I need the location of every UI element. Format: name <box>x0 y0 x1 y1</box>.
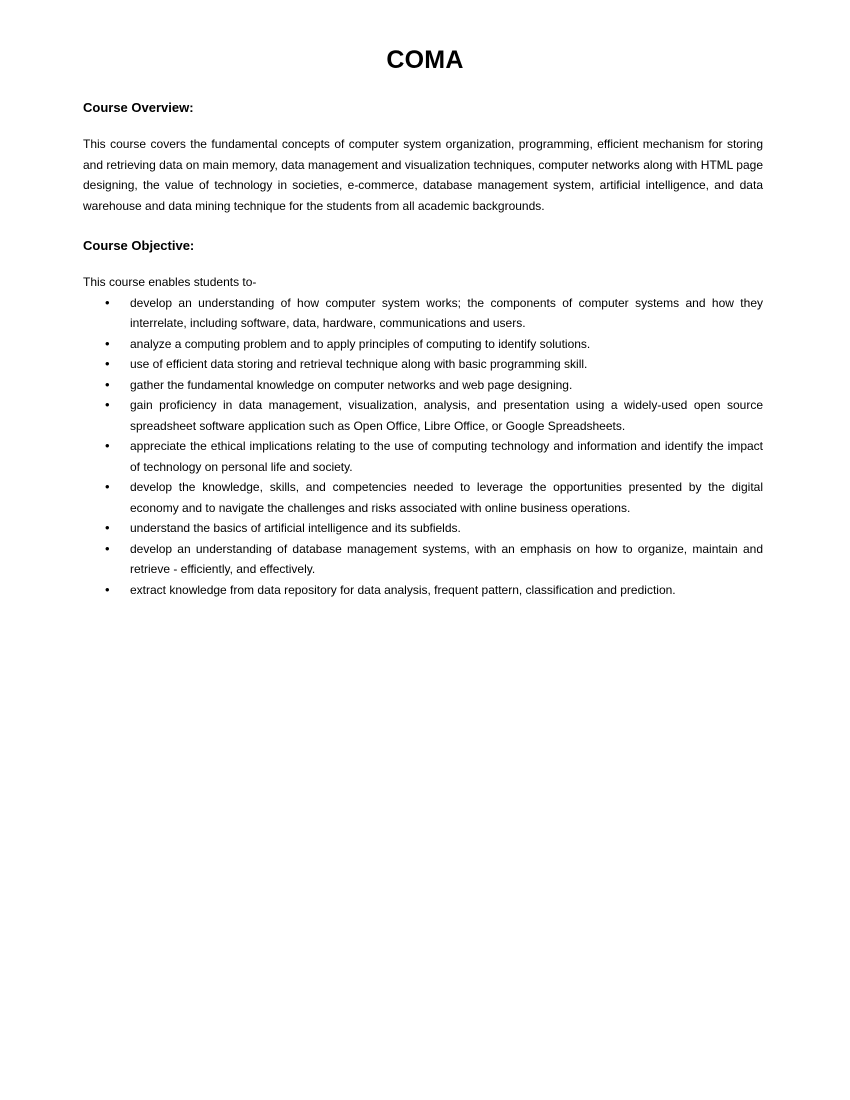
list-item <box>83 375 763 396</box>
list-item-text: analyze a computing problem and to apply principles of computing to identify solutions. <box>130 336 591 351</box>
list-item <box>83 518 763 539</box>
list-item-text: develop an understanding of database management systems, with an emphasis on how to organize, maintain and retrieve - efficiently, and effectively. <box>130 541 763 576</box>
list-item <box>83 354 763 375</box>
list-item <box>83 580 763 601</box>
course-objective-intro: This course enables students to- <box>83 275 257 289</box>
list-item-text: develop an understanding of how computer system works; the components of computer systems and how they interrelate, including software, data, hardware, communications and users. <box>130 295 763 330</box>
list-item <box>83 334 763 355</box>
list-item-text: gain proficiency in data management, visualization, analysis, and presentation using a widely-used open source spreadsheet software application such as Open Office, Libre Office, or Google Spreadsheets. <box>130 398 763 433</box>
bullet-icon: • <box>105 397 110 412</box>
bullet-icon: • <box>105 335 110 351</box>
list-item-text: use of efficient data storing and retrieval technique along with basic programming skill. <box>130 357 588 371</box>
bullet-icon: • <box>105 520 110 535</box>
bullet-icon: • <box>105 540 110 556</box>
bullet-icon: • <box>105 294 110 310</box>
list-item <box>83 477 763 518</box>
course-objective-heading: Course Objective: <box>83 238 195 253</box>
list-item <box>83 293 763 334</box>
bullet-icon: • <box>105 438 110 453</box>
document-title: COMA <box>386 46 464 74</box>
list-item <box>83 436 763 477</box>
bullet-icon: • <box>105 356 110 371</box>
list-item <box>83 395 763 436</box>
document-body <box>83 98 763 600</box>
list-item <box>83 539 763 580</box>
objective-list <box>83 293 763 601</box>
list-item-text: appreciate the ethical implications relating to the use of computing technology and information and identify the impact of technology on personal life and society. <box>130 439 763 474</box>
bullet-icon: • <box>105 581 110 597</box>
list-item-text: extract knowledge from data repository for data analysis, frequent pattern, classification and prediction. <box>130 582 676 597</box>
list-item-text: gather the fundamental knowledge on computer networks and web page designing. <box>130 377 573 392</box>
bullet-icon: • <box>105 479 110 494</box>
list-item-text: develop the knowledge, skills, and competencies needed to leverage the opportunities presented by the digital economy and to navigate the challenges and risks associated with online business operations. <box>130 480 763 515</box>
bullet-icon: • <box>105 376 110 392</box>
course-overview-heading: Course Overview: <box>83 100 194 115</box>
course-overview-paragraph: This course covers the fundamental concepts of computer system organization, programming, efficient mechanism for storing and retrieving data on main memory, data management and visualization techniques, computer networks along with HTML page designing, the value of technology in societies, e-commerce, database management system, artificial intelligence, and data warehouse and data mining technique for the students from all academic backgrounds. <box>83 137 763 213</box>
list-item-text: understand the basics of artificial intelligence and its subfields. <box>130 521 461 535</box>
